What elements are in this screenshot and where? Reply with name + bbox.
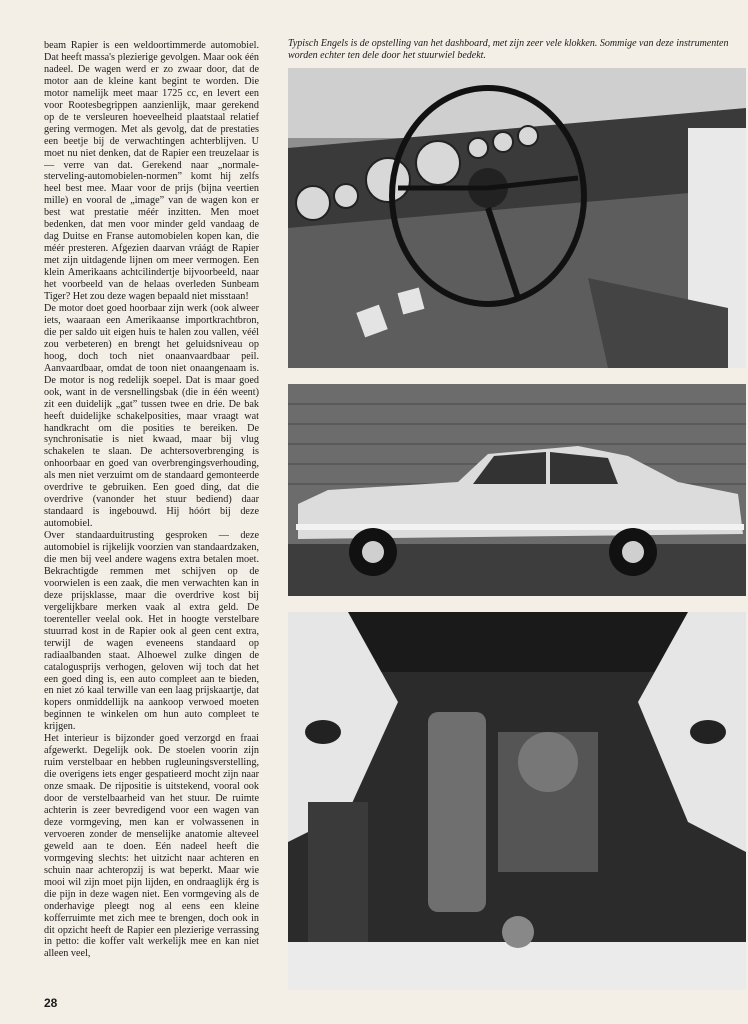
article-paragraph: Het interieur is bijzonder goed verzorgd en fraai afgewerkt. Degelijk ook. De stoelen voorin zijn ruim verstelbaar en hebben rugleuningsverstelling, die overigens iets enger gespatieerd mocht zijn naar onze smaak. De rijpositie is uitstekend, vooral ook door de verstelbaarheid van het stuur. De ruimte achterin is zeer bevredigend voor een wagen van deze vormgeving, men kan er volwassenen in vervoeren zonder de menselijke anatomie alteveel geweld aan te doen. Eén nadeel heeft die vormgeving slechts: het uitzicht naar achteren en schuin naar achteropzij is wat beperkt. Maar wie mooi wil zijn moet pijn lijden, en ondraaglijk érg is die pijn in deze wagen niet. Een vormgeving als de onderhavige pleegt nog al eens een kleine kofferruimte met zich mee te brengen, doch ook in dit opzicht heeft de Rapier een plezierige verrassing in petto: die koffer valt werkelijk mee en kan niet alleen veel, — [44, 733, 259, 960]
photo-caption: Typisch Engels is de opstelling van het dashboard, met zijn zeer vele klokken. Sommige van deze instrumenten worden echter ten dele door het stuurwiel bedekt. — [288, 38, 729, 61]
dashboard-photo — [288, 68, 746, 368]
article-paragraph: Over standaarduitrusting gesproken — deze automobiel is rijkelijk voorzien van standaardzaken, die men bij veel andere wagens extra betalen moet. Bekrachtigde remmen met schijven op de voorwielen is een zaak, die men verwachten kan in deze prijsklasse, maar die overdrive kost bij vergelijkbare merken vaak al extra geld. De toerenteller veelal ook. Het in hoogte verstelbare stuurrad kost in de Rapier ook al geen cent extra, terwijl de wagen eveneens standaard op radiaalbanden staat. Alhoewel zulke dingen de catalogusprijs verhogen, geloven wij toch dat het een goed ding is, een auto compleet aan te bieden, en niet zó kaal terwille van een laag prijskaartje, dat kopers onmiddellijk na aankoop verwoed moeten beginnen te winkelen om hun auto compleet te krijgen. — [44, 530, 259, 733]
engine-bay-photo — [288, 612, 746, 990]
side-view-photo — [288, 384, 746, 596]
article-paragraph: beam Rapier is een weldoortimmerde automobiel. Dat heeft massa's plezierige gevolgen. Maar ook één nadeel. De wagen werd er zo zwaar door, dat de motor aan de kleine kant begint te worden. Die motor namelijk meet maar 1725 cc, en levert een voor Rootesbegrippen aanzienlijk, maar gerekend op de te versleuren hoeveelheid plaatstaal relatief gering vermogen. Met als gevolg, dat de prestaties een beetje bij de verwachtingen achterblijven. U moet nu niet denken, dat de Rapier een treuzelaar is — verre van dat. Gerekend naar „normale-sterveling-automobielen-normen” komt hij zelfs heel best mee. Maar voor de prijs (bijna veertien mille) en vooral de „image” van de wagen kon er best wat prestatie méér inzitten. Men moet bedenken, dat men voor minder geld vandaag de dag Duitse en Franse automobielen kopen kan, die méér presteren. Afgezien daarvan vráágt de Rapier met zijn uitdagende lijnen om meer vermogen. Een klein Amerikaans achtcilindertje bijvoorbeeld, naar het voorbeeld van de helaas overleden Sunbeam Tiger? Het zou deze wagen bepaald niet misstaan! — [44, 40, 259, 303]
page-number: 28 — [44, 996, 58, 1010]
article-text-column — [44, 40, 259, 995]
article-paragraph: De motor doet goed hoorbaar zijn werk (ook alweer iets, waaraan een Amerikaanse importkrachtbron, die per saldo uit eigen huis te halen zou vallen, véél zou verbeteren) en brengt het geluidsniveau op hoog, doch toch niet onaanvaardbaar peil. Aanvaardbaar, omdat de toon niet onaangenaam is. De motor is nog redelijk soepel. Dat is maar goed ook, want in de versnellingsbak (die in één weent) zit een duidelijk „gat” tussen twee en drie. De bak heeft duidelijke schakelposities, maar vraagt wat handkracht om die posities te bereiken. De synchronisatie is niet kwaad, maar bij vlug schakelen te slaan. De achtersoverbrenging is onhoorbaar en goed van overbrengingsverhouding, als men niet verzuimt om de standaard gemonteerde overdrive te gebruiken. Een goed ding, dat die overdrive (vanonder het stuur bediend) daar standaard is ingebouwd. Hij hóórt bij deze automobiel. — [44, 302, 259, 530]
